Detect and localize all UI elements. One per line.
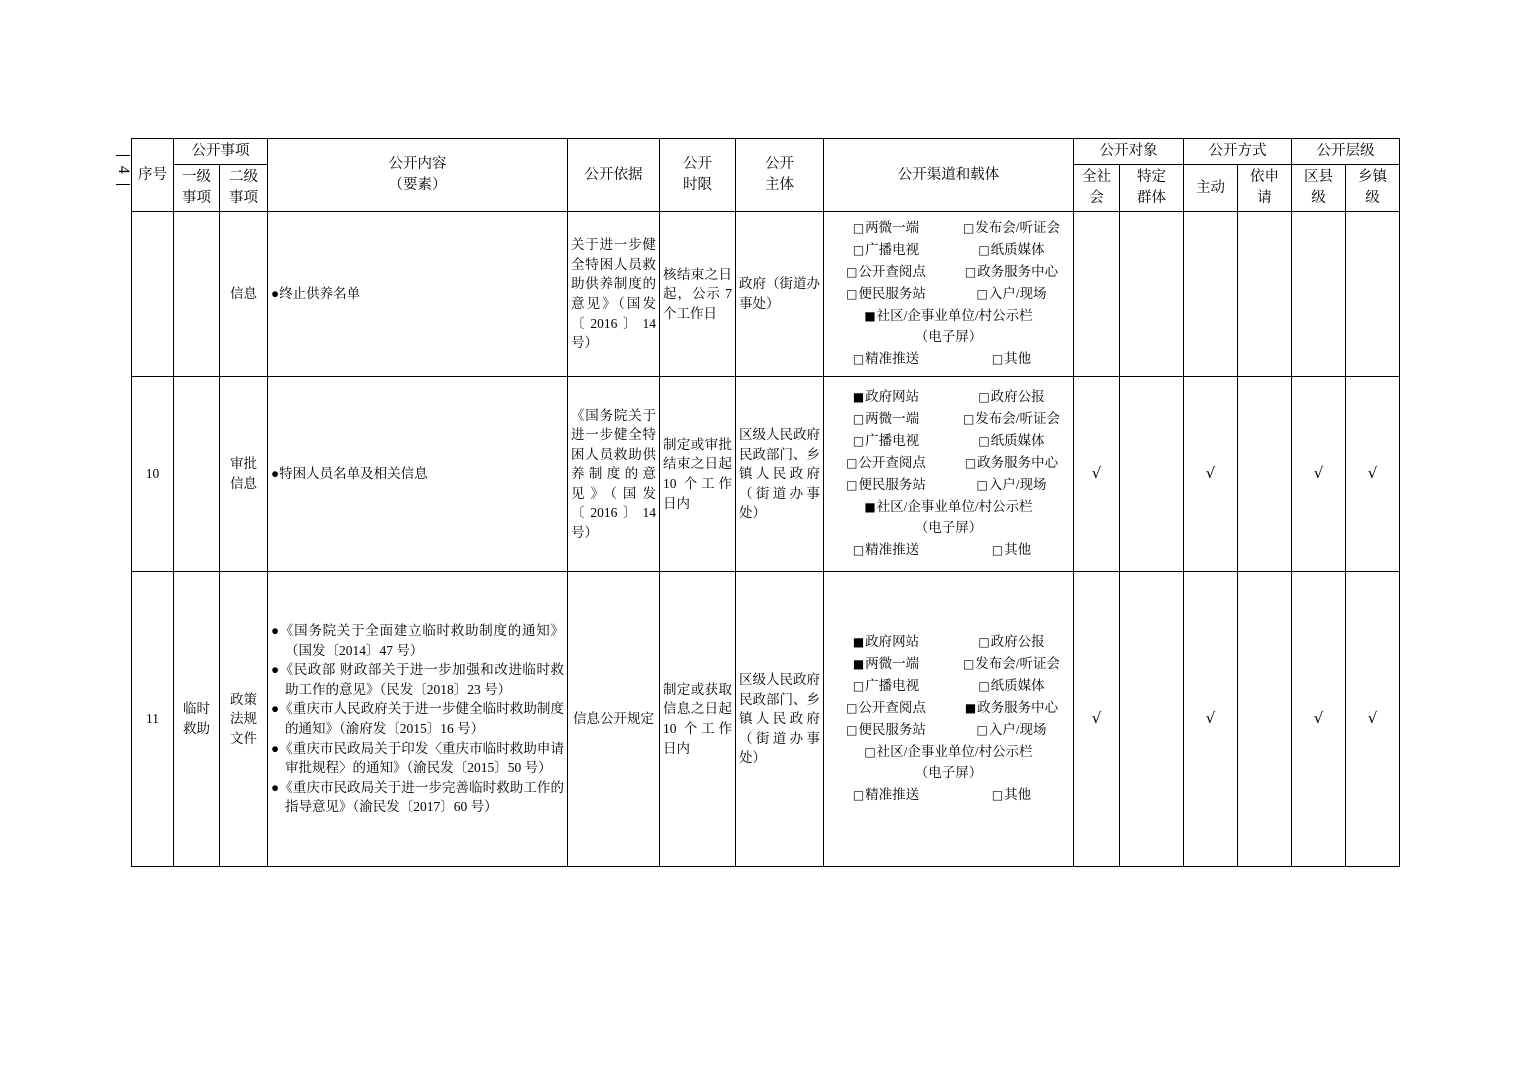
checkbox-unchecked-icon: □ [978, 390, 990, 405]
channel-checkbox[interactable] [953, 409, 1070, 430]
cell-method-active: √ [1184, 377, 1238, 572]
header-level-district: 区县 级 [1292, 165, 1346, 212]
channel-checkbox[interactable] [953, 453, 1070, 474]
channel-checkbox[interactable] [827, 284, 945, 305]
checkbox-unchecked-icon: □ [964, 456, 977, 471]
checkbox-unchecked-icon: □ [962, 412, 975, 427]
channel-label: 社区/企事业单位/村公示栏 （电子屏） [876, 308, 1033, 344]
table-header [132, 139, 1400, 212]
table-body [132, 212, 1400, 867]
header-seq: 序号 [132, 139, 174, 212]
cell-level-town: √ [1346, 572, 1400, 867]
channel-label: 其他 [1004, 786, 1032, 802]
checkbox-checked-icon: ■ [852, 657, 865, 672]
channel-checkbox[interactable] [827, 387, 945, 408]
channel-checkbox[interactable] [953, 475, 1070, 496]
checkbox-unchecked-icon: □ [976, 723, 988, 738]
checkbox-checked-icon: ■ [864, 499, 876, 514]
disclosure-table [131, 138, 1400, 867]
content-item: ●《国务院关于全面建立临时救助制度的通知》（国发〔2014〕47 号） [271, 623, 564, 658]
channel-checkbox[interactable] [953, 676, 1070, 697]
channel-label: 发布会/听证会 [975, 411, 1061, 427]
content-item: ●《重庆市民政局关于进一步完善临时救助工作的指导意见》（渝民发〔2017〕60 号） [271, 779, 564, 815]
channel-label: 精准推送 [865, 541, 920, 557]
cell-level1 [174, 212, 220, 377]
header-group-items: 公开事项 [174, 139, 268, 165]
cell-basis: 信息公开规定 [568, 572, 660, 867]
channel-checkbox[interactable] [827, 742, 1070, 784]
header-content-line1: 公开内容 （要素） [388, 156, 447, 194]
channel-label: 两微一端 [865, 656, 920, 672]
channel-label: 入户/现场 [988, 722, 1047, 738]
channel-checkbox[interactable] [953, 218, 1070, 239]
channel-label: 便民服务站 [858, 477, 926, 493]
cell-channels [824, 572, 1074, 867]
checkbox-checked-icon: ■ [852, 635, 865, 650]
channel-label: 发布会/听证会 [975, 220, 1061, 236]
header-row-1 [132, 139, 1400, 165]
channel-checkbox[interactable] [827, 475, 945, 496]
cell-channels [824, 212, 1074, 377]
channel-checkbox[interactable] [827, 409, 945, 430]
channel-label: 发布会/听证会 [975, 656, 1061, 672]
channel-checkbox[interactable] [953, 632, 1070, 653]
header-group-method: 公开方式 [1184, 139, 1292, 165]
channel-checkbox[interactable] [953, 262, 1070, 283]
content-item: ●终止供养名单 [271, 286, 361, 302]
channel-checkbox[interactable] [953, 720, 1070, 741]
cell-method-request [1238, 212, 1292, 377]
checkbox-unchecked-icon: □ [991, 787, 1004, 802]
table-row [132, 212, 1400, 377]
channel-checkbox[interactable] [953, 698, 1070, 719]
content-item: ●《重庆市民政局关于印发〈重庆市临时救助申请审批规程〉的通知》（渝民发〔2015〕50 号） [271, 740, 564, 776]
cell-content [268, 377, 568, 572]
cell-level-town: √ [1346, 377, 1400, 572]
header-object-specific: 特定 群体 [1120, 165, 1184, 212]
cell-seq: 11 [132, 572, 174, 867]
header-level1: 一级 事项 [174, 165, 220, 212]
channel-label: 政府公报 [990, 389, 1045, 405]
channel-label: 公开查阅点 [858, 700, 926, 716]
cell-object-all: √ [1074, 377, 1120, 572]
checkbox-unchecked-icon: □ [846, 723, 858, 738]
checkbox-unchecked-icon: □ [852, 412, 865, 427]
channel-label: 两微一端 [865, 411, 920, 427]
cell-object-all: √ [1074, 572, 1120, 867]
header-group-level: 公开层级 [1292, 139, 1400, 165]
checkbox-unchecked-icon: □ [852, 221, 865, 236]
channel-label: 政府网站 [865, 634, 920, 650]
header-subject: 公开 主体 [736, 139, 824, 212]
header-method-active: 主动 [1184, 165, 1238, 212]
channel-label: 广播电视 [865, 433, 920, 449]
channel-label: 便民服务站 [858, 286, 926, 302]
cell-content [268, 572, 568, 867]
cell-object-specific [1120, 572, 1184, 867]
header-basis: 公开依据 [568, 139, 660, 212]
checkbox-checked-icon: ■ [852, 390, 865, 405]
channel-label: 公开查阅点 [858, 264, 926, 280]
channel-checkbox[interactable] [827, 654, 945, 675]
channel-label: 精准推送 [865, 786, 920, 802]
checkbox-unchecked-icon: □ [846, 265, 858, 280]
cell-level2: 政策 法规 文件 [220, 572, 268, 867]
channel-label: 两微一端 [865, 220, 920, 236]
cell-subject: 区级人民政府民政部门、乡镇人民政府（街道办事处） [736, 377, 824, 572]
cell-level1 [174, 377, 220, 572]
channel-checkbox[interactable] [953, 785, 1070, 806]
content-item: ●特困人员名单及相关信息 [271, 466, 428, 482]
cell-deadline: 核结束之日起，公示 7 个工作日 [660, 212, 736, 377]
cell-basis: 关于进一步健全特困人员救助供养制度的意见》（国发〔2016〕14 号） [568, 212, 660, 377]
checkbox-unchecked-icon: □ [964, 265, 977, 280]
cell-level1: 临时 救助 [174, 572, 220, 867]
channel-checkbox[interactable] [827, 431, 945, 452]
channel-checkbox[interactable] [827, 240, 945, 261]
channel-label: 便民服务站 [858, 722, 926, 738]
content-item: ●《民政部 财政部关于进一步加强和改进临时救助工作的意见》（民发〔2018〕23 号） [271, 662, 564, 697]
table-row [132, 572, 1400, 867]
cell-method-request [1238, 377, 1292, 572]
table-row [132, 377, 1400, 572]
content-item: ●《重庆市人民政府关于进一步健全临时救助制度的通知》（渝府发〔2015〕16 号） [271, 701, 564, 737]
cell-object-specific [1120, 212, 1184, 377]
page-number: 4 [114, 165, 132, 174]
channel-checkbox[interactable] [953, 284, 1070, 305]
channel-label: 公开查阅点 [858, 455, 926, 471]
checkbox-unchecked-icon: □ [852, 787, 865, 802]
channel-label: 政务服务中心 [977, 700, 1059, 716]
checkbox-unchecked-icon: □ [978, 679, 990, 694]
checkbox-unchecked-icon: □ [852, 679, 865, 694]
channel-checkbox[interactable] [827, 720, 945, 741]
checkbox-unchecked-icon: □ [978, 635, 990, 650]
cell-level-district: √ [1292, 572, 1346, 867]
cell-object-all [1074, 212, 1120, 377]
header-level-town: 乡镇 级 [1346, 165, 1400, 212]
header-object-all: 全社 会 [1074, 165, 1120, 212]
channel-checkbox[interactable] [827, 218, 945, 239]
channel-checkbox[interactable] [953, 349, 1070, 370]
channel-checkbox[interactable] [827, 349, 945, 370]
channel-checkbox[interactable] [827, 785, 945, 806]
channel-label: 广播电视 [865, 678, 920, 694]
checkbox-unchecked-icon: □ [846, 478, 858, 493]
channel-label: 社区/企事业单位/村公示栏 （电子屏） [876, 743, 1033, 780]
channel-label: 纸质媒体 [990, 678, 1045, 694]
checkbox-unchecked-icon: □ [976, 287, 988, 302]
checkbox-unchecked-icon: □ [846, 701, 858, 716]
cell-content [268, 212, 568, 377]
checkbox-unchecked-icon: □ [852, 243, 865, 258]
cell-method-active: √ [1184, 572, 1238, 867]
checkbox-unchecked-icon: □ [991, 542, 1004, 557]
channel-checkbox[interactable] [827, 262, 945, 283]
channel-label: 其他 [1004, 541, 1032, 557]
cell-deadline: 制定或审批结束之日起10 个工作日内 [660, 377, 736, 572]
checkbox-unchecked-icon: □ [962, 657, 975, 672]
cell-level-town [1346, 212, 1400, 377]
header-level2: 二级 事项 [220, 165, 268, 212]
channel-checkbox[interactable] [827, 497, 1070, 539]
header-method-request: 依申 请 [1238, 165, 1292, 212]
channel-label: 政务服务中心 [977, 264, 1059, 280]
cell-subject: 区级人民政府民政部门、乡镇人民政府（街道办事处） [736, 572, 824, 867]
channel-checkbox[interactable] [827, 632, 945, 653]
checkbox-checked-icon: ■ [964, 701, 977, 716]
channel-checkbox[interactable] [827, 698, 945, 719]
cell-basis: 《国务院关于进一步健全特困人员救助供养制度的意见》（国发〔2016〕14 号） [568, 377, 660, 572]
channel-label: 广播电视 [865, 242, 920, 258]
checkbox-unchecked-icon: □ [852, 434, 865, 449]
cell-level2: 信息 [220, 212, 268, 377]
checkbox-unchecked-icon: □ [991, 351, 1004, 366]
channel-label: 社区/企事业单位/村公示栏 （电子屏） [876, 498, 1033, 535]
checkbox-unchecked-icon: □ [864, 744, 876, 759]
cell-level-district: √ [1292, 377, 1346, 572]
cell-level-district [1292, 212, 1346, 377]
channel-label: 入户/现场 [988, 477, 1047, 493]
channel-label: 政府公报 [990, 634, 1045, 650]
channel-checkbox[interactable] [953, 654, 1070, 675]
checkbox-unchecked-icon: □ [852, 351, 865, 366]
channel-checkbox[interactable] [827, 676, 945, 697]
checkbox-unchecked-icon: □ [976, 478, 988, 493]
channel-label: 纸质媒体 [990, 433, 1045, 449]
checkbox-unchecked-icon: □ [846, 287, 858, 302]
channel-label: 入户/现场 [988, 286, 1047, 302]
channel-label: 精准推送 [865, 350, 920, 366]
checkbox-unchecked-icon: □ [846, 456, 858, 471]
channel-label: 政务服务中心 [977, 455, 1059, 471]
checkbox-unchecked-icon: □ [852, 542, 865, 557]
cell-level2: 审批 信息 [220, 377, 268, 572]
cell-deadline: 制定或获取信息之日起10 个工作日内 [660, 572, 736, 867]
cell-subject: 政府（街道办事处） [736, 212, 824, 377]
header-content [268, 139, 568, 212]
channel-checkbox[interactable] [953, 540, 1070, 561]
channel-checkbox[interactable] [827, 540, 945, 561]
checkbox-unchecked-icon: □ [978, 434, 990, 449]
cell-method-active [1184, 212, 1238, 377]
checkbox-checked-icon: ■ [864, 309, 876, 323]
checkbox-unchecked-icon: □ [978, 243, 990, 258]
header-group-object: 公开对象 [1074, 139, 1184, 165]
channel-checkbox[interactable] [827, 453, 945, 474]
channel-label: 政府网站 [865, 389, 920, 405]
cell-seq [132, 212, 174, 377]
header-channel: 公开渠道和载体 [824, 139, 1074, 212]
channel-checkbox[interactable] [827, 306, 1070, 348]
cell-seq: 10 [132, 377, 174, 572]
header-deadline: 公开 时限 [660, 139, 736, 212]
channel-label: 纸质媒体 [990, 242, 1045, 258]
cell-channels [824, 377, 1074, 572]
channel-checkbox[interactable] [953, 431, 1070, 452]
cell-object-specific [1120, 377, 1184, 572]
channel-checkbox[interactable] [953, 240, 1070, 261]
channel-label: 其他 [1004, 350, 1032, 366]
cell-method-request [1238, 572, 1292, 867]
checkbox-unchecked-icon: □ [962, 221, 975, 236]
channel-checkbox[interactable] [953, 387, 1070, 408]
